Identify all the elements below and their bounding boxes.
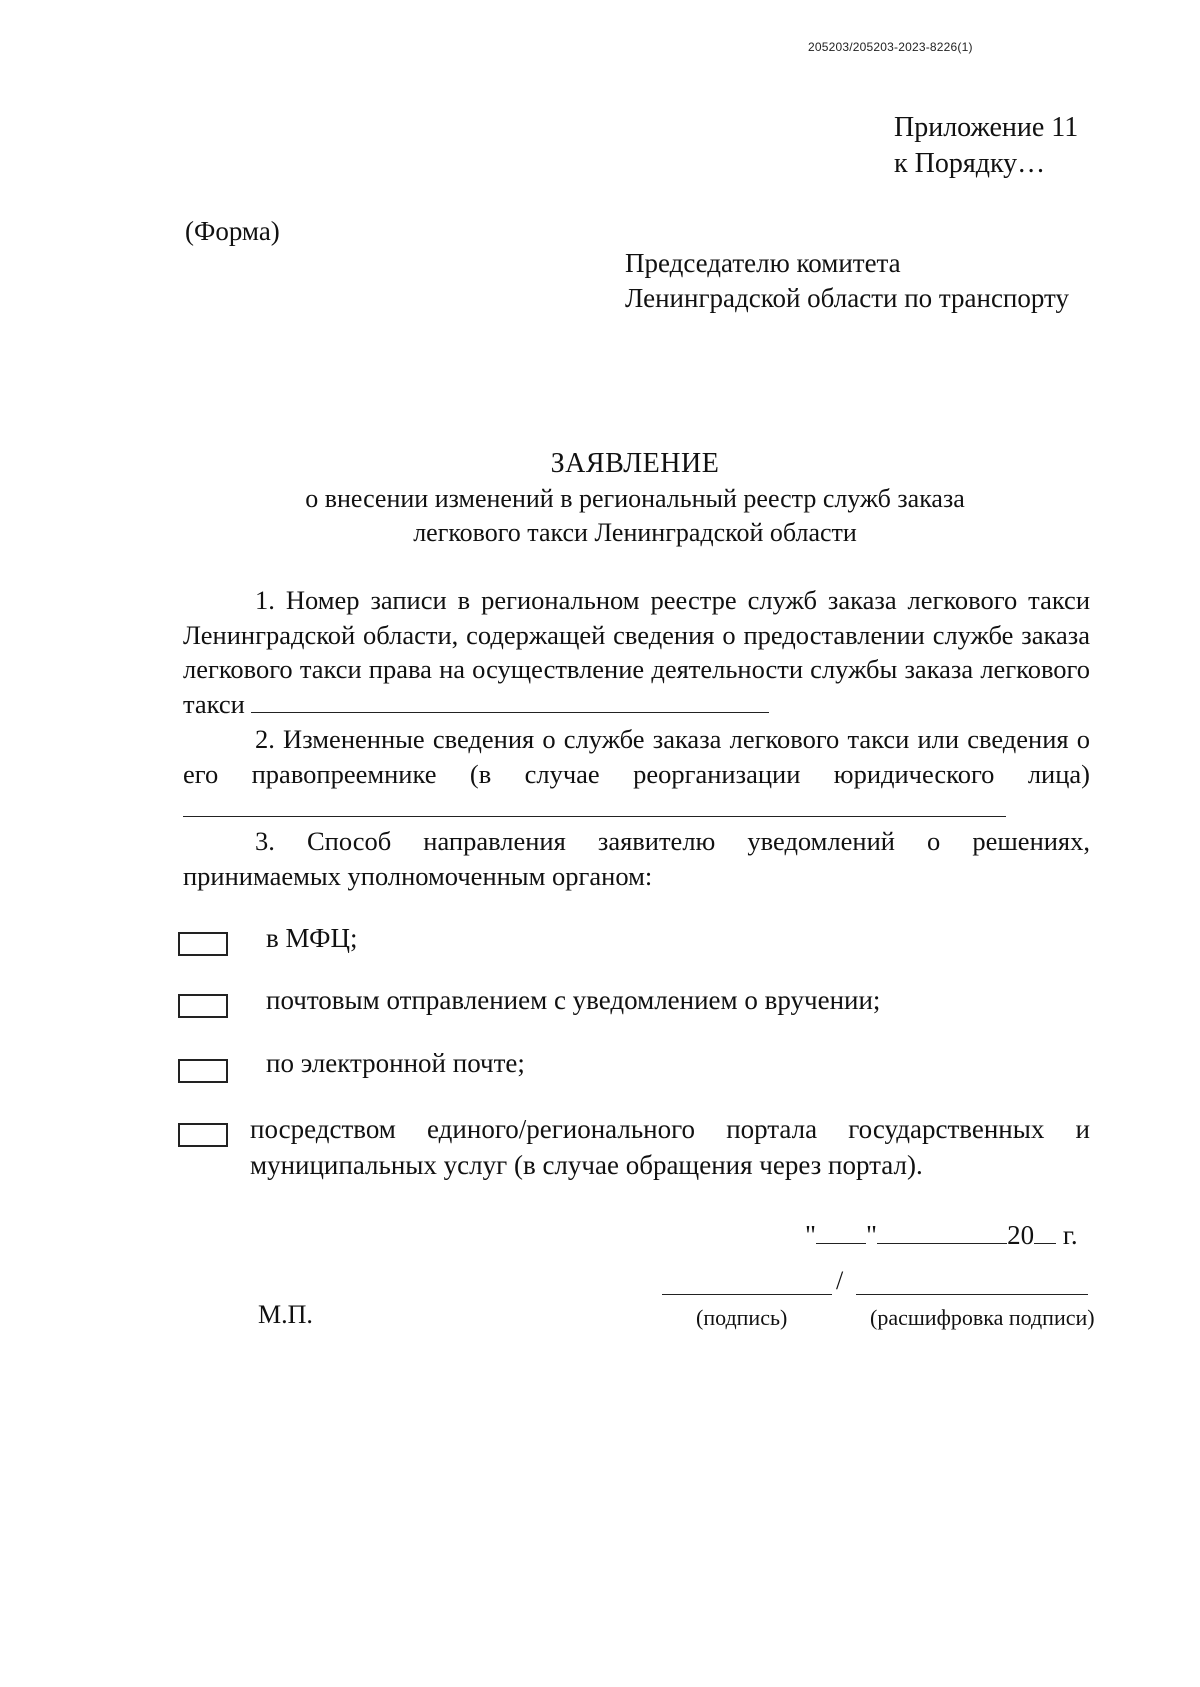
option-mfc-checkbox[interactable] xyxy=(178,932,228,956)
date-quote-open: " xyxy=(805,1220,817,1250)
document-title-block xyxy=(180,446,1090,550)
option-email-checkbox[interactable] xyxy=(178,1059,228,1083)
appendix-line-1: Приложение 11 xyxy=(894,112,1079,143)
appendix-line-2: к Порядку… xyxy=(894,148,1046,179)
item-3-text: 3. Способ направления заявителю уведомлений о решениях, принимаемых уполномоченным органом: xyxy=(183,826,1090,891)
stamp-place-label: М.П. xyxy=(258,1300,313,1329)
addressee-line-1: Председателю комитета xyxy=(625,248,901,278)
item-3-notification-method xyxy=(183,824,1090,893)
option-email xyxy=(178,1045,1090,1085)
changed-info-field[interactable] xyxy=(183,794,1006,817)
option-mail-label: почтовым отправлением с уведомлением о вручении; xyxy=(266,985,881,1015)
document-subtitle-line-2: легкового такси Ленинградской области xyxy=(413,518,857,547)
signature-field[interactable] xyxy=(662,1294,832,1295)
option-mfc xyxy=(178,920,1090,960)
date-year-field[interactable] xyxy=(1034,1223,1056,1244)
registry-number-field[interactable] xyxy=(251,690,769,713)
document-title: ЗАЯВЛЕНИЕ xyxy=(550,448,720,479)
option-email-label: по электронной почте; xyxy=(266,1048,525,1078)
item-2-changed-info xyxy=(183,722,1090,826)
date-year-suffix: г. xyxy=(1062,1220,1078,1250)
option-portal-label: посредством единого/регионального портала государственных и муниципальных услуг (в случае обращения через портал). xyxy=(250,1114,1090,1180)
addressee-block xyxy=(625,246,1069,316)
item-2-text: 2. Измененные сведения о службе заказа легкового такси или сведения о его правопреемнике (в случае реорганизации юридического лица) xyxy=(183,724,1090,789)
date-month-field[interactable] xyxy=(877,1223,1007,1244)
signature-decode-field[interactable] xyxy=(856,1294,1088,1295)
document-id: 205203/205203-2023-8226(1) xyxy=(808,40,973,54)
option-portal-checkbox[interactable] xyxy=(178,1123,228,1147)
signature-separator: / xyxy=(836,1266,844,1295)
option-mail-checkbox[interactable] xyxy=(178,994,228,1018)
option-mfc-label: в МФЦ; xyxy=(266,923,358,953)
addressee-line-2: Ленинградской области по транспорту xyxy=(625,283,1069,313)
form-label: (Форма) xyxy=(185,216,280,246)
item-1-text: 1. Номер записи в региональном реестре служб заказа легкового такси Ленинградской области, содержащей сведения о предоставлении службе заказа легкового такси права на осуществление деятельности службы заказа легкового такси xyxy=(183,585,1090,719)
date-year-prefix: 20 xyxy=(1007,1220,1035,1250)
date-quote-close: " xyxy=(866,1220,878,1250)
option-portal xyxy=(178,1111,1090,1187)
option-mail xyxy=(178,982,1090,1022)
item-1-registry-number xyxy=(183,583,1090,721)
signature-decode-caption: (расшифровка подписи) xyxy=(870,1305,1095,1330)
date-day-field[interactable] xyxy=(816,1223,866,1244)
appendix-reference xyxy=(894,110,1078,182)
document-subtitle-line-1: о внесении изменений в региональный реестр служб заказа xyxy=(305,484,965,513)
date-field xyxy=(805,1218,1078,1252)
signature-caption: (подпись) xyxy=(696,1305,788,1330)
